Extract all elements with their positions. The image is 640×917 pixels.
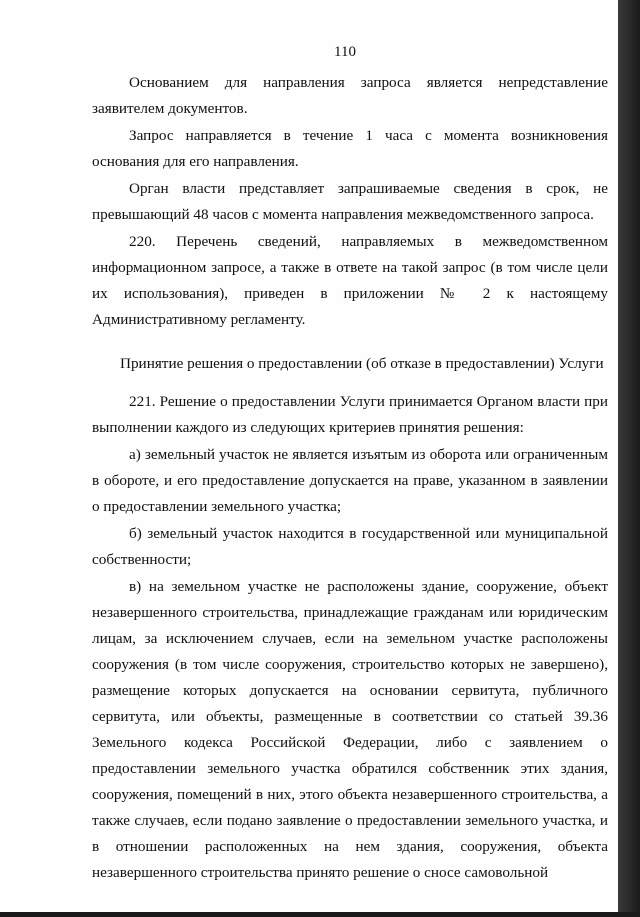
- paragraph-221: 221. Решение о предоставлении Услуги принимается Органом власти при выполнении каждого из следующих критериев принятия решения:: [92, 393, 608, 436]
- scan-edge-bottom: [0, 912, 640, 917]
- paragraph-request-timing: Запрос направляется в течение 1 часа с момента возникновения основания для его направления.: [92, 127, 608, 170]
- paragraph-basis: Основанием для направления запроса является непредставление заявителем документов.: [92, 74, 608, 117]
- scan-edge-right: [618, 0, 640, 917]
- section-heading: Принятие решения о предоставлении (об отказе в предоставлении) Услуги: [120, 355, 604, 372]
- page-number: 110: [334, 44, 356, 60]
- paragraph-220: 220. Перечень сведений, направляемых в межведомственном информационном запросе, а также в ответе на такой запрос (в том числе цели их использования), приведен в приложении № 2 к настоящему Административному регламенту.: [92, 233, 608, 328]
- page-content: [92, 70, 608, 886]
- criterion-v: в) на земельном участке не расположены здание, сооружение, объект незавершенного строительства, принадлежащие гражданам или юридическим лицам, за исключением случаев, если на земельном участке расположены сооружения (в том числе сооружения, строительство которых не завершено), размещение которых допускается на основании сервитута, публичного сервитута, или объекты, размещенные в соответствии со статьей 39.36 Земельного кодекса Российской Федерации, либо с заявлением о предоставлении земельного участка обратился собственник этих здания, сооружения, помещений в них, этого объекта незавершенного строительства, а также случаев, если подано заявление о предоставлении земельного участка, и в отношении расположенных на нем здания, сооружения, объекта незавершенного строительства принято решение о сносе самовольной: [92, 578, 608, 881]
- paragraph-response-term: Орган власти представляет запрашиваемые сведения в срок, не превышающий 48 часов с момента направления межведомственного запроса.: [92, 180, 608, 223]
- criterion-a: а) земельный участок не является изъятым из оборота или ограниченным в обороте, и его предоставление допускается на праве, указанном в заявлении о предоставлении земельного участка;: [92, 446, 608, 515]
- criterion-b: б) земельный участок находится в государственной или муниципальной собственности;: [92, 525, 608, 568]
